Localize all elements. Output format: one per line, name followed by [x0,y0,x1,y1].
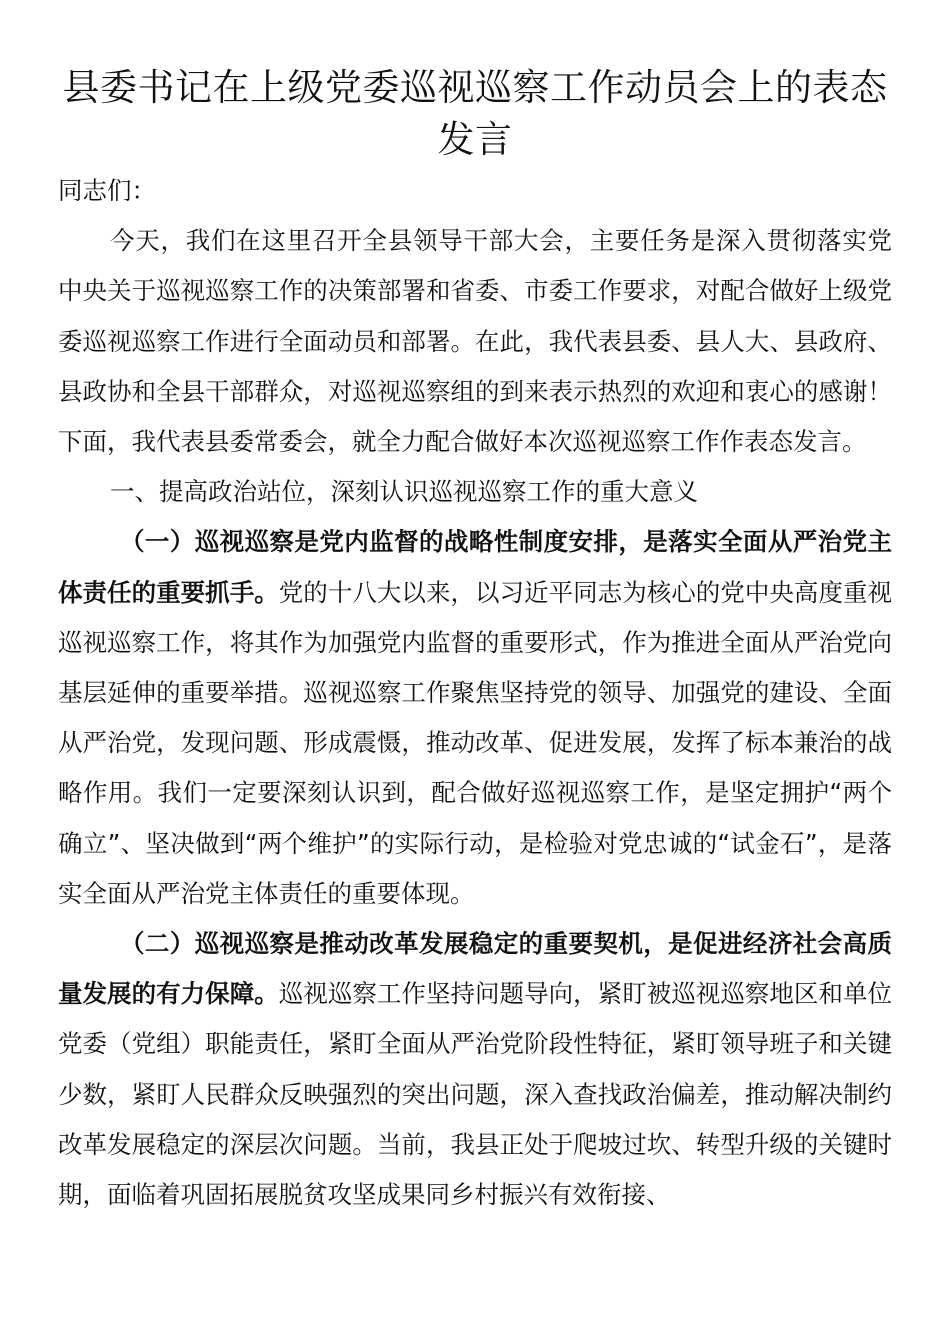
subsection-paragraph-2 [58,919,892,1220]
salutation: 同志们： [58,176,156,205]
subsection-paragraph-1 [58,517,892,919]
document-body [58,166,892,1220]
subsection-text-1: 党的十八大以来，以习近平同志为核心的党中央高度重视巡视巡察工作，将其作为加强党内监督的重要形式，作为推进全面从严治党向基层延伸的重要举措。巡视巡察工作聚焦坚持党的领导、加强党的建设、全面从严治党，发现问题、形成震慑，推动改革、促进发展，发挥了标本兼治的战略作用。我们一定要深刻认识到，配合做好巡视巡察工作，是坚定拥护“两个确立”、坚决做到“两个维护”的实际行动，是检验对党忠诚的“试金石”，是落实全面从严治党主体责任的重要体现。 [58,577,893,908]
intro-paragraph: 今天，我们在这里召开全县领导干部大会，主要任务是深入贯彻落实党中央关于巡视巡察工作的决策部署和省委、市委工作要求，对配合做好上级党委巡视巡察工作进行全面动员和部署。在此，我代表县委、县人大、县政府、县政协和全县干部群众，对巡视巡察组的到来表示热烈的欢迎和衷心的感谢！下面，我代表县委常委会，就全力配合做好本次巡视巡察工作作表态发言。 [58,226,892,457]
subsection-heading-1: （一）巡视巡察是党内监督的战略性制度安排，是落实全面从严治党主体责任的重要抓手。 [58,527,892,607]
section-heading-1: 一、提高政治站位，深刻认识巡视巡察工作的重大意义 [110,477,698,507]
document-title: 县委书记在上级党委巡视巡察工作动员会上的表态发言 [62,66,888,161]
subsection-heading-2: （二）巡视巡察是推动改革发展稳定的重要契机，是促进经济社会高质量发展的有力保障。 [58,929,892,1009]
subsection-text-2: 巡视巡察工作坚持问题导向，紧盯被巡视巡察地区和单位党委（党组）职能责任，紧盯全面从严治党阶段性特征，紧盯领导班子和关键少数，紧盯人民群众反映强烈的突出问题，深入查找政治偏差，推动解决制约改革发展稳定的深层次问题。当前，我县正处于爬坡过坎、转型升级的关键时期，面临着巩固拓展脱贫攻坚成果同乡村振兴有效衔接、 [58,979,893,1210]
